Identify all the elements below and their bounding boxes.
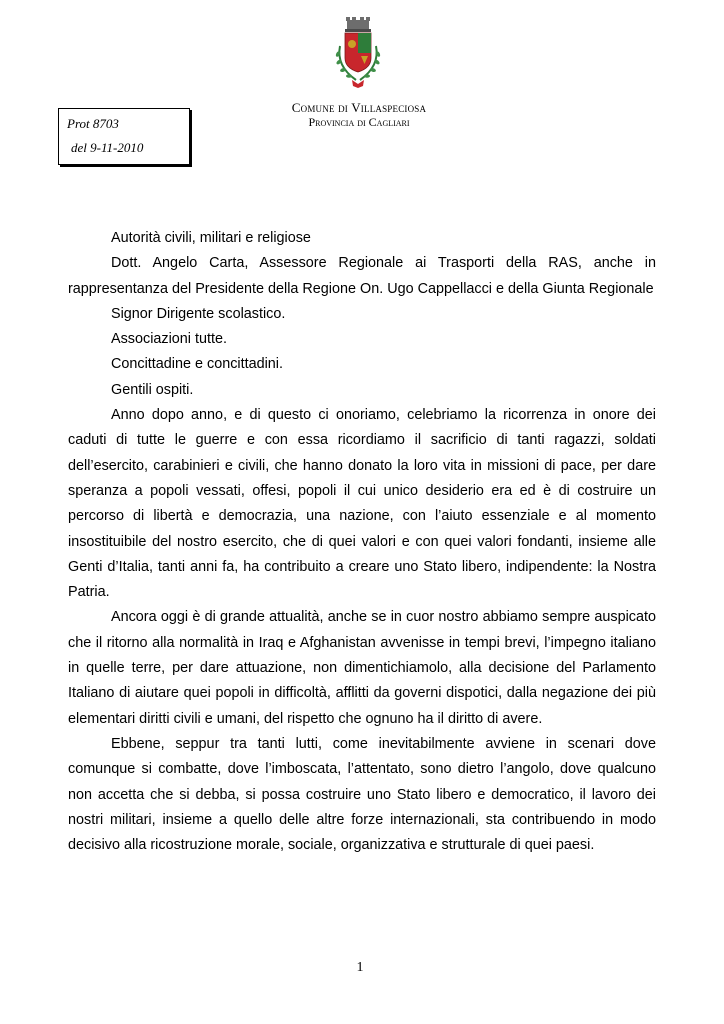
paragraph: Associazioni tutte. — [111, 331, 227, 348]
page-number: 1 — [356, 960, 364, 975]
paragraph: Anno dopo anno, e di questo ci onoriamo, celebriamo la ricorrenza in onore dei caduti di tutte le guerre e con essa ricordiamo il sacrificio di tanti ragazzi, soldati dell’esercito, carabinieri e civili, che hanno donato la loro vita in missioni di pace, per dare speranza a popoli vessati, offesi, popoli il cui unico desiderio era ed è di costruire un percorso di libertà e democrazia, una nazione, con l’aiuto essenziale e al momento insostituibile del nostro esercito, che di quei valori e con quei valori fondanti, insieme alle Genti d’Italia, tanti anni fa, ha contribuito a creare uno Stato libero, indipendente: la Nostra Patria. — [68, 407, 656, 601]
protocol-number: Prot 8703 — [67, 116, 119, 131]
paragraph: Gentili ospiti. — [111, 381, 194, 398]
municipality-name: Comune di Villaspeciosa — [291, 100, 427, 115]
paragraph: Signor Dirigente scolastico. — [111, 305, 286, 322]
province-name: Provincia di Cagliari — [308, 115, 410, 129]
paragraph: Ancora oggi è di grande attualità, anche se in cuor nostro abbiamo sempre auspicato che il ritorno alla normalità in Iraq e Afghanistan avvenisse in tempi brevi, l’impegno italiano in quelle terre, per dare attuazione, non dimentichiamolo, alla decisione del Parlamento Italiano di aiutare quei popoli in difficoltà, afflitti da governi dispotici, dalla negazione dei più elementari diritti civili e umani, del rispetto che ognuno ha il diritto di avere. — [68, 609, 656, 727]
paragraph: Ebbene, seppur tra tanti lutti, come inevitabilmente avviene in scenari dove comunque si combatte, dove l’imboscata, l’attentato, sono dietro l’angolo, dove qualcuno non accetta che si debba, si possa costruire uno Stato libero e democratico, il lavoro dei nostri militari, insieme a quello delle altre forze internazionali, sta contribuendo in modo decisivo alla ricostruzione morale, sociale, organizzativa e strutturale di quei paesi. — [68, 735, 656, 854]
protocol-date: del 9-11-2010 — [71, 140, 144, 155]
municipal-crest-icon — [330, 16, 386, 92]
paragraph: Dott. Angelo Carta, Assessore Regionale ai Trasporti della RAS, anche in rappresentanza del Presidente della Regione On. Ugo Cappellacci e della Giunta Regionale — [68, 255, 656, 297]
paragraph: Autorità civili, militari e religiose — [111, 230, 311, 246]
municipality-header — [230, 100, 488, 130]
protocol-box — [58, 108, 190, 165]
paragraph: Concittadine e concittadini. — [111, 356, 283, 373]
letter-body — [68, 226, 656, 858]
